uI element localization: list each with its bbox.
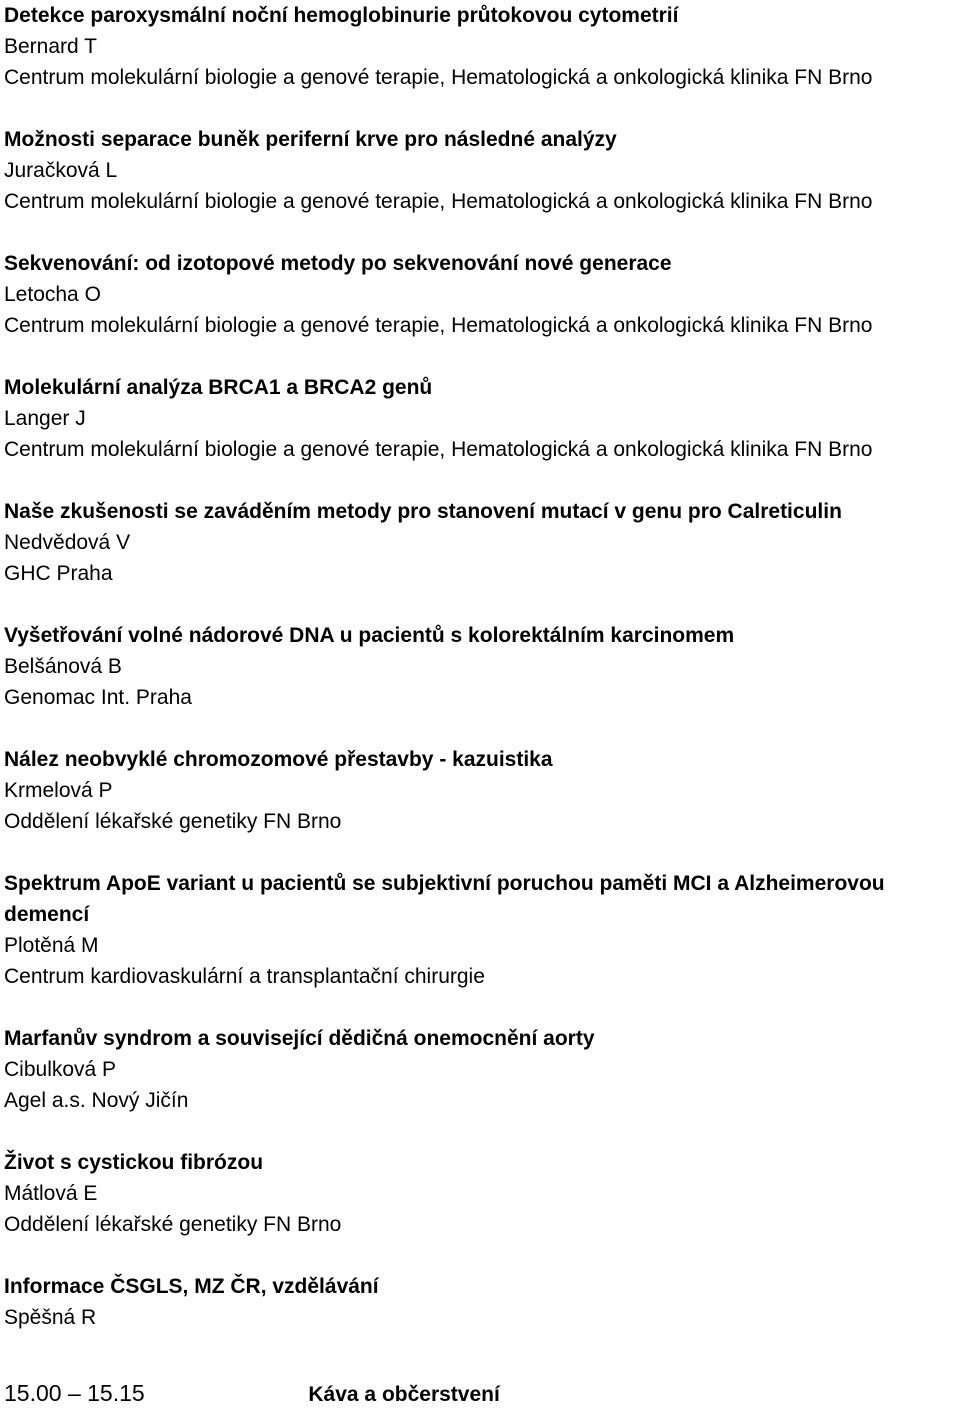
spacer (4, 1116, 960, 1147)
talk-affiliation: Centrum molekulární biologie a genové terapie, Hematologická a onkologická klinika FN Brno (4, 190, 873, 213)
talk-author: Juračková L (4, 159, 118, 182)
talk-author: Nedvědová V (4, 531, 131, 554)
talk-title: Sekvenování: od izotopové metody po sekvenování nové generace (4, 252, 672, 275)
talk-title: Detekce paroxysmální noční hemoglobinurie průtokovou cytometrií (4, 4, 679, 27)
talk-author: Langer J (4, 407, 86, 430)
talk-title: Život s cystickou fibrózou (4, 1151, 264, 1174)
talk-item (4, 1023, 960, 1116)
schedule-break-row (4, 1378, 500, 1410)
talk-author: Spěšná R (4, 1306, 97, 1329)
break-label: Káva a občerstvení (308, 1383, 500, 1406)
talk-title: Naše zkušenosti se zaváděním metody pro stanovení mutací v genu pro Calreticulin (4, 500, 842, 523)
talk-item (4, 744, 960, 837)
spacer (4, 837, 960, 868)
talk-affiliation: Agel a.s. Nový Jičín (4, 1089, 189, 1112)
talk-affiliation: Centrum molekulární biologie a genové terapie, Hematologická a onkologická klinika FN Brno (4, 314, 873, 337)
spacer (4, 713, 960, 744)
talk-author: Krmelová P (4, 779, 113, 802)
talk-affiliation: Genomac Int. Praha (4, 686, 192, 709)
spacer (4, 217, 960, 248)
spacer (4, 589, 960, 620)
talk-item (4, 248, 960, 341)
talk-item (4, 372, 960, 465)
talk-title: Vyšetřování volné nádorové DNA u pacientů s kolorektálním karcinomem (4, 624, 735, 647)
talk-title: Molekulární analýza BRCA1 a BRCA2 genů (4, 376, 433, 399)
talk-affiliation: Centrum molekulární biologie a genové terapie, Hematologická a onkologická klinika FN Brno (4, 438, 873, 461)
talk-item (4, 868, 960, 992)
talk-item (4, 0, 960, 93)
talk-author: Letocha O (4, 283, 101, 306)
spacer (4, 341, 960, 372)
talk-author: Mátlová E (4, 1182, 98, 1205)
talk-item (4, 1271, 960, 1333)
spacer (4, 992, 960, 1023)
talk-author: Plotěná M (4, 934, 99, 957)
talk-affiliation: Centrum molekulární biologie a genové terapie, Hematologická a onkologická klinika FN Brno (4, 66, 873, 89)
talk-title: Možnosti separace buněk periferní krve pro následné analýzy (4, 128, 617, 151)
talk-title: Informace ČSGLS, MZ ČR, vzdělávání (4, 1275, 379, 1298)
talk-affiliation: GHC Praha (4, 562, 113, 585)
talk-author: Cibulková P (4, 1058, 117, 1081)
talk-item (4, 1147, 960, 1240)
talk-affiliation: Oddělení lékařské genetiky FN Brno (4, 1213, 342, 1236)
talk-affiliation: Oddělení lékařské genetiky FN Brno (4, 810, 342, 833)
talk-author: Belšánová B (4, 655, 122, 678)
talk-title: Nález neobvyklé chromozomové přestavby - kazuistika (4, 748, 553, 771)
talk-item (4, 124, 960, 217)
break-time: 15.00 – 15.15 (4, 1380, 145, 1406)
spacer (4, 1240, 960, 1271)
talk-affiliation: Centrum kardiovaskulární a transplantační chirurgie (4, 965, 485, 988)
talk-author: Bernard T (4, 35, 97, 58)
talk-title: Marfanův syndrom a související dědičná onemocnění aorty (4, 1027, 595, 1050)
spacer (4, 93, 960, 124)
talk-item (4, 496, 960, 589)
talk-title: Spektrum ApoE variant u pacientů se subjektivní poruchou paměti MCI a Alzheimerovou demencí (4, 872, 885, 926)
spacer (4, 465, 960, 496)
talk-item (4, 620, 960, 713)
